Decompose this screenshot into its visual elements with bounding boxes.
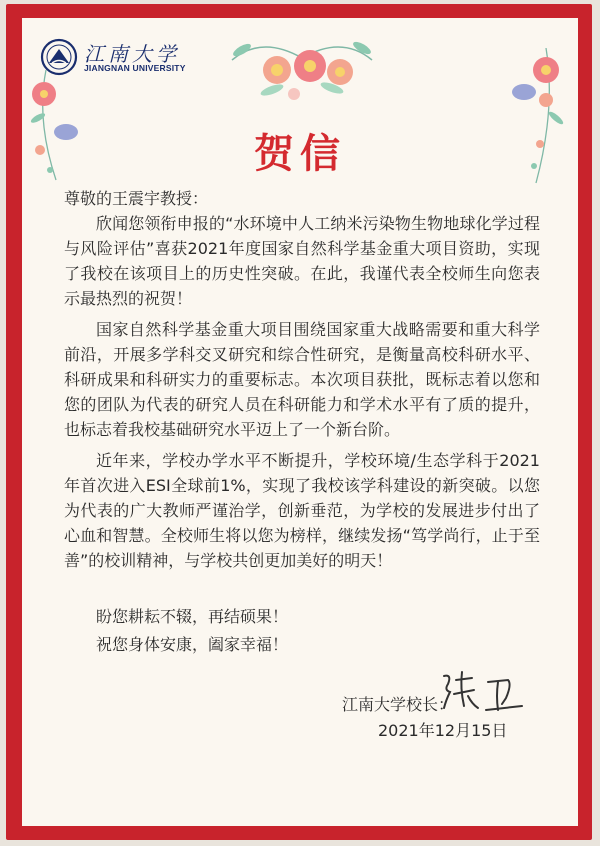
paragraph-2: 国家自然科学基金重大项目围绕国家重大战略需要和重大科学前沿，开展多学科交叉研究和综合性研究，是衡量高校科研水平、科研成果和科研实力的重要标志。本次项目获批，既标志着以您和您的团队为代表的研究人员在科研能力和学术水平有了质的提升，也标志着我校基础研究水平迈上了一个新台阶。 [64,320,540,439]
salutation: 尊敬的王震宇教授： [64,189,209,208]
paragraph-3: 近年来，学校办学水平不断提升，学校环境/生态学科于2021年首次进入ESI全球前1%，实现了我校该学科建设的新突破。以您为代表的广大教师严谨治学，创新垂范，为学校的发展进步付出了心血和智慧。全校师生将以您为榜样，继续发扬“笃学尚行，止于至善”的校训精神，与学校共创更加美好的明天！ [64,451,540,570]
handwritten-signature [438,668,528,714]
signer-title: 江南大学校长： [342,695,455,714]
flower-decoration-top [222,30,382,110]
letter-body [64,186,540,573]
closing-wishes [96,603,288,659]
letter-date: 2021年12月15日 [378,721,508,740]
wish-line-2: 祝您身体安康，阖家幸福！ [96,635,289,654]
wish-line-1: 盼您耕耘不辍，再结硕果！ [96,607,289,626]
university-name-en: JIANGNAN UNIVERSITY [84,63,186,73]
university-name-cn: 江南大学 [84,42,180,66]
paragraph-1: 欣闻您领衔申报的“水环境中人工纳米污染物生物地球化学过程与风险评估”喜获2021年度国家自然科学基金重大项目资助，实现了我校在该项目上的历史性突破。在此，我谨代表全校师生向您表示最热烈的祝贺！ [64,214,540,308]
letter-title: 贺信 [254,131,346,177]
